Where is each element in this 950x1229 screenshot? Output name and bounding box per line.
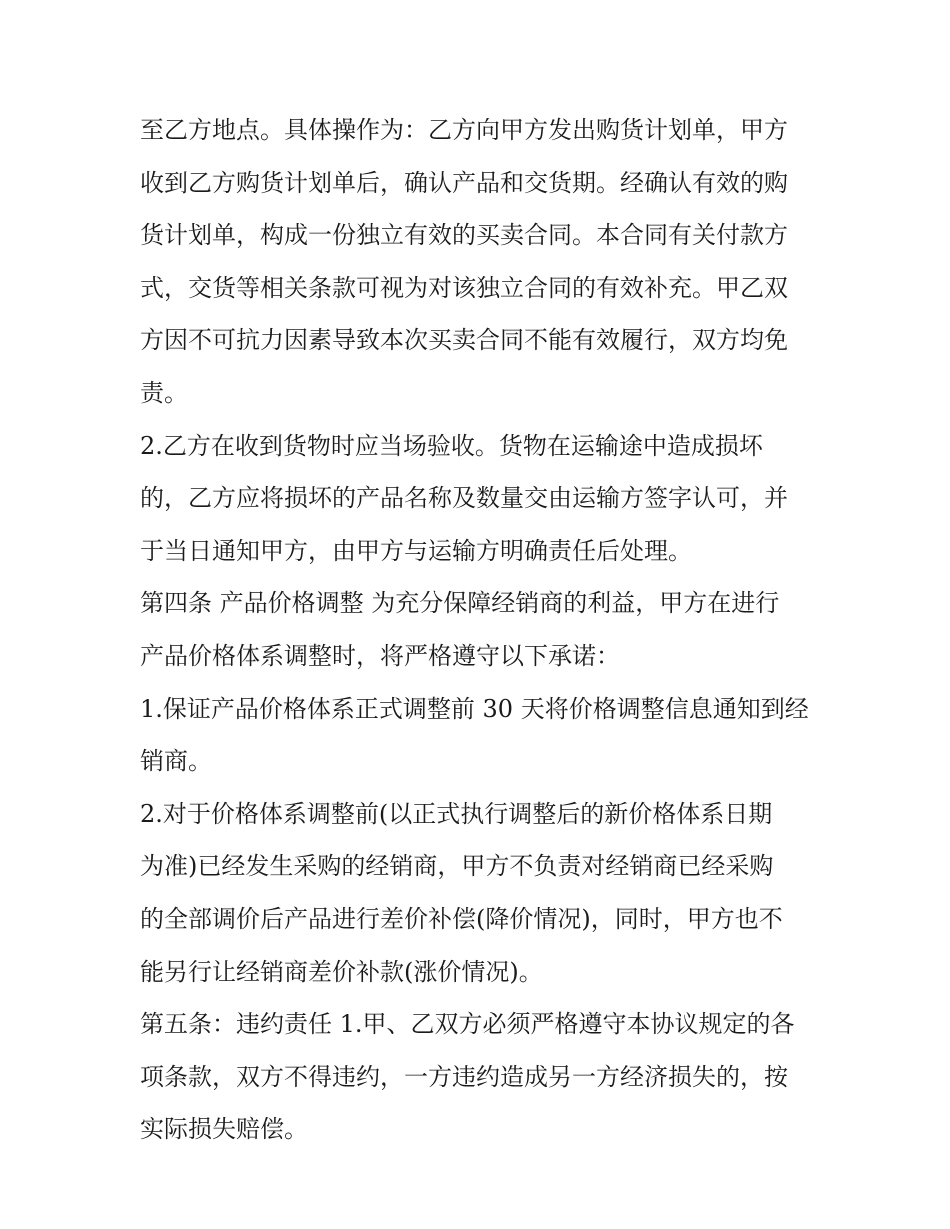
- article-heading-line: 第四条 产品价格调整 为充分保障经销商的利益，甲方在进行: [140, 589, 780, 618]
- text-line: 2.乙方在收到货物时应当场验收。货物在运输途中造成损坏: [140, 431, 763, 460]
- text-line: 2.对于价格体系调整前(以正式执行调整后的新价格体系日期: [140, 799, 773, 828]
- text-line: 销商。: [140, 747, 212, 776]
- text-line: 为准)已经发生采购的经销商，甲方不负责对经销商已经采购: [140, 852, 774, 881]
- text-line: 式，交货等相关条款可视为对该独立合同的有效补充。甲乙双: [140, 273, 788, 302]
- text-line: 至乙方地点。具体操作为：乙方向甲方发出购货计划单，甲方: [140, 116, 788, 144]
- text-line: 的，乙方应将损坏的产品名称及数量交由运输方签字认可，并: [140, 484, 788, 513]
- text-line: 货计划单，构成一份独立有效的买卖合同。本合同有关付款方: [140, 221, 788, 250]
- text-line: 1.保证产品价格体系正式调整前 30 天将价格调整信息通知到经: [140, 694, 809, 723]
- text-line: 收到乙方购货计划单后，确认产品和交货期。经确认有效的购: [140, 168, 788, 197]
- text-line: 的全部调价后产品进行差价补偿(降价情况)，同时，甲方也不: [140, 904, 783, 933]
- text-line: 方因不可抗力因素导致本次买卖合同不能有效履行，双方均免: [140, 326, 788, 355]
- article-heading-line: 第五条：违约责任 1.甲、乙双方必须严格遵守本协议规定的各: [140, 1010, 795, 1039]
- text-line: 于当日通知甲方，由甲方与运输方明确责任后处理。: [140, 536, 692, 565]
- text-line: 产品价格体系调整时，将严格遵守以下承诺：: [140, 641, 620, 670]
- text-line: 实际损失赔偿。: [140, 1115, 308, 1144]
- text-line: 能另行让经销商差价补款(涨价情况)。: [140, 957, 543, 986]
- contract-text: [140, 110, 820, 1162]
- text-line: 责。: [140, 378, 188, 407]
- text-line: 项条款，双方不得违约，一方违约造成另一方经济损失的，按: [140, 1062, 788, 1091]
